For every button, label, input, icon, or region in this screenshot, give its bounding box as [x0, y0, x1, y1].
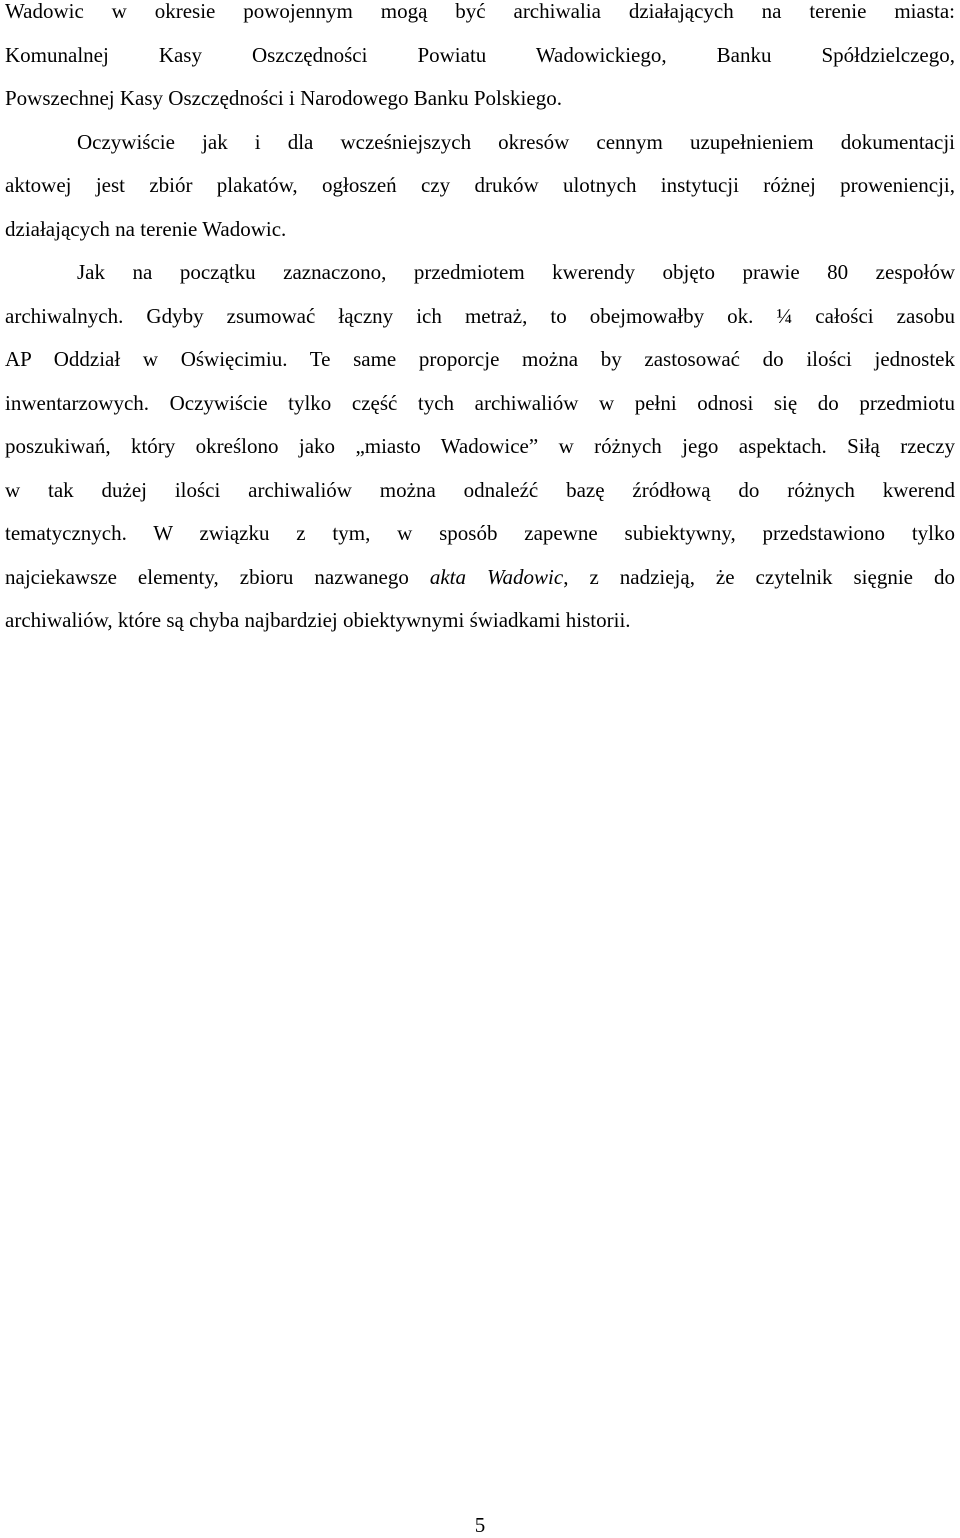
text-line: aktowej jest zbiór plakatów, ogłoszeń czy druków ulotnych instytucji różnej proweniencji, [5, 173, 955, 197]
text-line: poszukiwań, który określono jako „miasto Wadowice” w różnych jego aspektach. Siłą rzeczy [5, 434, 955, 458]
text-line: AP Oddział w Oświęcimiu. Te same proporcje można by zastosować do ilości jednostek [5, 347, 955, 371]
text-line: tematycznych. W związku z tym, w sposób zapewne subiektywny, przedstawiono tylko [5, 521, 955, 545]
text-line: Powszechnej Kasy Oszczędności i Narodowego Banku Polskiego. [5, 86, 562, 110]
text-line: archiwaliów, które są chyba najbardziej obiektywnymi świadkami historii. [5, 608, 631, 632]
text-line: inwentarzowych. Oczywiście tylko część tych archiwaliów w pełni odnosi się do przedmiotu [5, 390, 955, 415]
document-body [5, 0, 955, 653]
page-number: 5 [474, 1513, 486, 1537]
italic-title: akta Wadowic [429, 564, 564, 589]
text-line: Jak na początku zaznaczono, przedmiotem kwerendy objęto prawie 80 zespołów [77, 260, 955, 284]
text-line: Komunalnej Kasy Oszczędności Powiatu Wadowickiego, Banku Spółdzielczego, [5, 42, 955, 67]
text-line [5, 564, 955, 608]
text-line: Oczywiście jak i dla wcześniejszych okresów cennym uzupełnieniem dokumentacji [77, 129, 955, 154]
text-line: archiwalnych. Gdyby zsumować łączny ich metraż, to obejmowałby ok. ¼ całości zasobu [5, 303, 955, 328]
text-line: Wadowic w okresie powojennym mogą być archiwalia działających na terenie miasta: [5, 0, 955, 23]
text-line: działających na terenie Wadowic. [5, 216, 287, 241]
text-line: w tak dużej ilości archiwaliów można odnaleźć bazę źródłową do różnych kwerend [5, 477, 955, 502]
text-segment: , z nadzieją, że czytelnik sięgnie do [563, 564, 955, 589]
text-segment: najciekawsze elementy, zbioru nazwanego [5, 564, 430, 589]
